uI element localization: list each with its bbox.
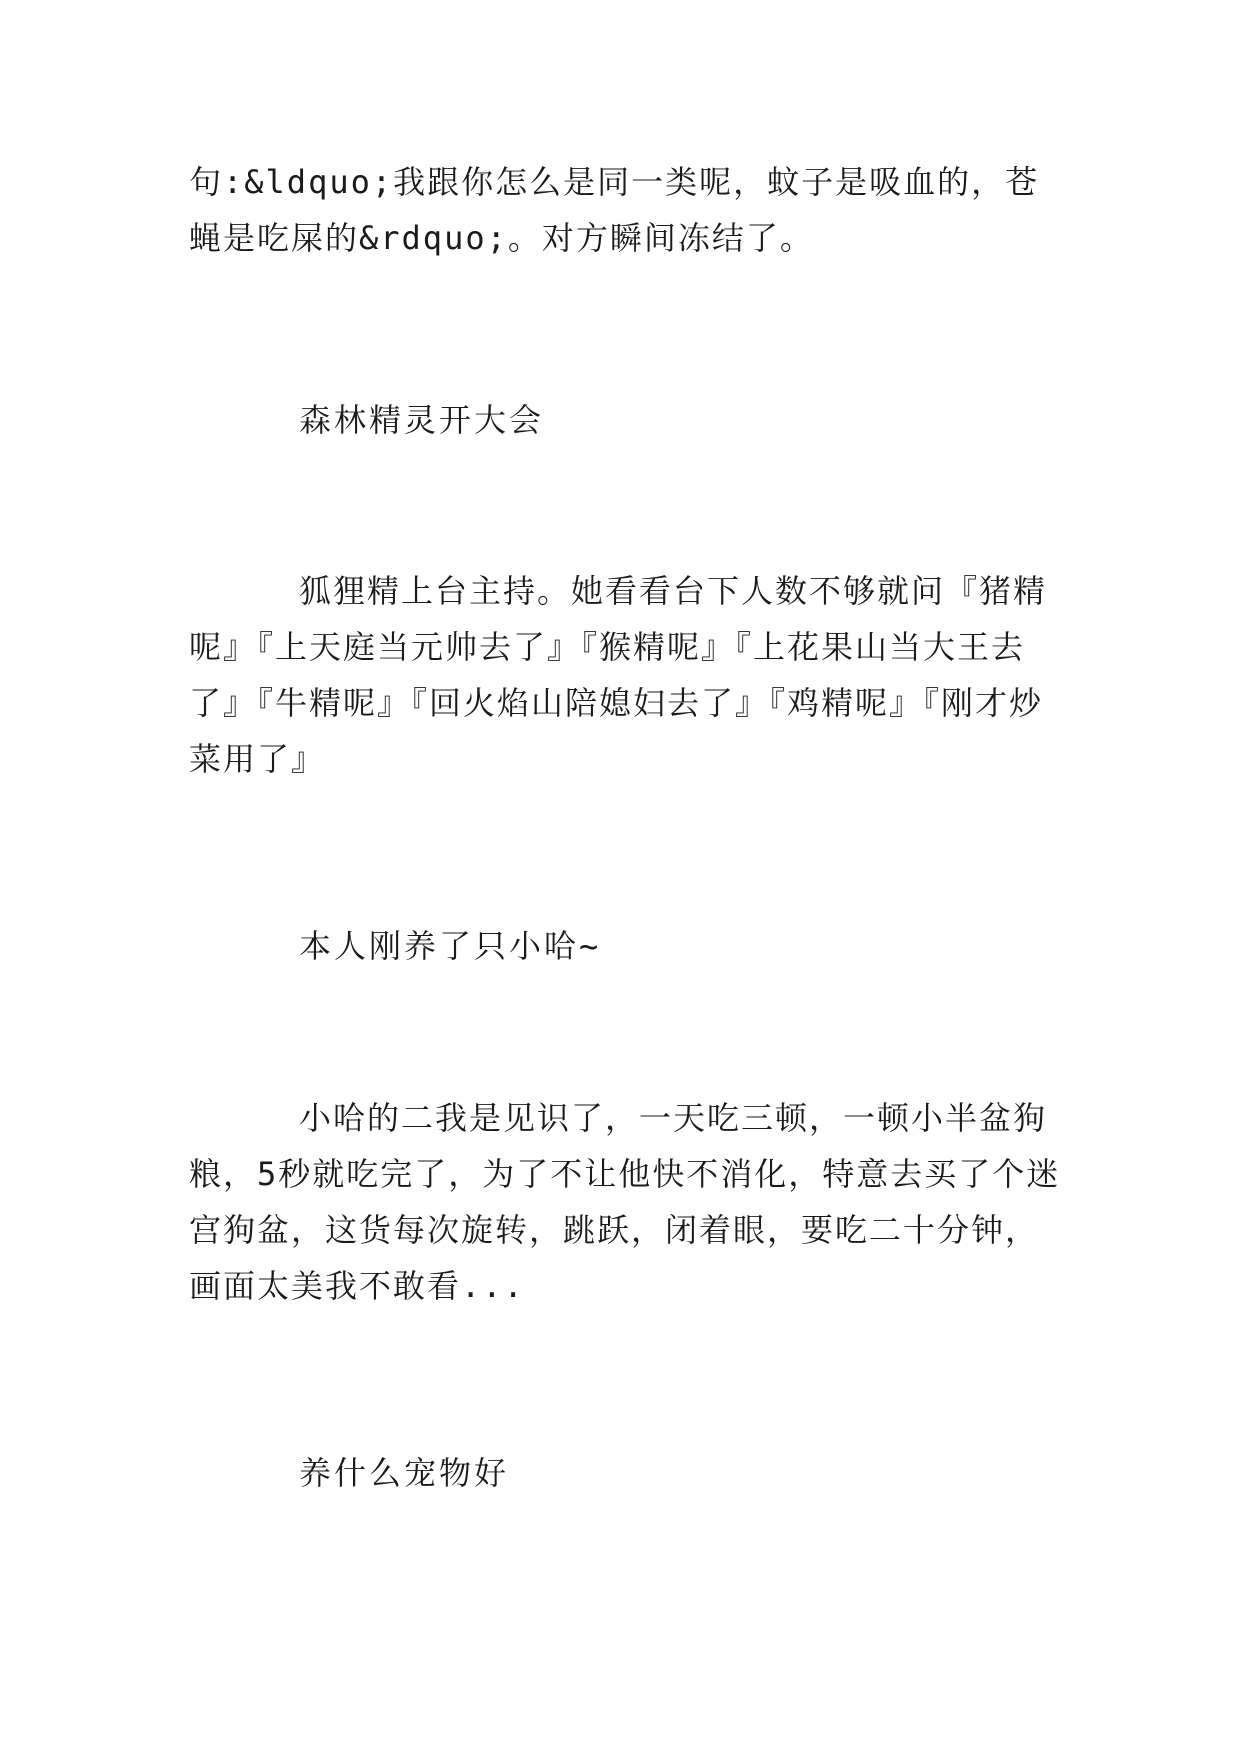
paragraph-husky-eating: 小哈的二我是见识了，一天吃三顿，一顿小半盆狗粮，5秒就吃完了，为了不让他快不消化，特意去买了个迷宫狗盆，这货每次旋转，跳跃，闭着眼，要吃二十分钟，画面太美我不敢看... [189, 1099, 1061, 1305]
paragraph-fox-spirit: 狐狸精上台主持。她看看台下人数不够就问『猪精呢』『上天庭当元帅去了』『猴精呢』『上花果山当大王去了』『牛精呢』『回火焰山陪媳妇去了』『鸡精呢』『刚才炒菜用了』 [189, 572, 1048, 778]
heading-husky: 本人刚养了只小哈~ [299, 927, 602, 965]
heading-forest-spirits: 森林精灵开大会 [299, 401, 545, 439]
heading-which-pet: 养什么宠物好 [299, 1454, 510, 1492]
paragraph-mosquito-fly: 句:&ldquo;我跟你怎么是同一类呢，蚊子是吸血的，苍蝇是吃屎的&rdquo;。对方瞬间冻结了。 [189, 163, 1040, 257]
